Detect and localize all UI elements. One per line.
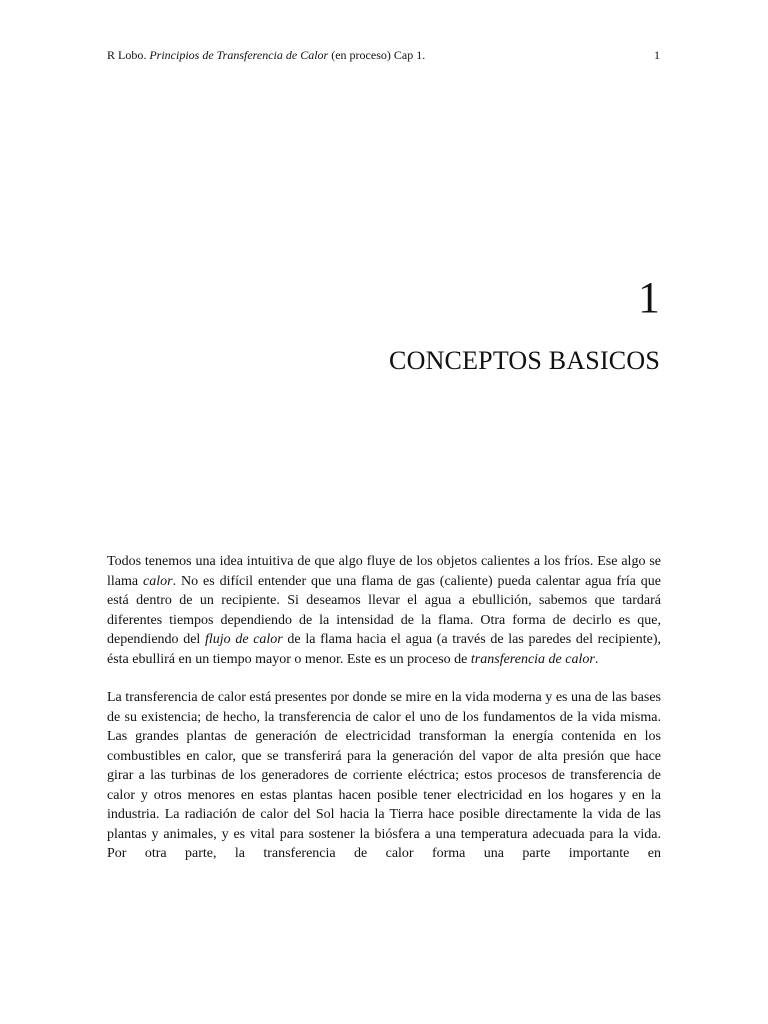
header-suffix: (en proceso) Cap 1. [328,48,426,62]
p1-term-calor: calor [143,573,173,589]
body-text [107,552,661,883]
p1-text-d: . [594,651,599,667]
p1-text-c: de la flama hacia el agua (a través de las paredes del recipiente), ésta ebullirá en un tiempo mayor o menor. Este es un proceso de [107,632,661,667]
p1-text-b: . No es difícil entender que una flama de gas (caliente) pueda calentar agua fría que está dentro de un recipiente. Si deseamos llevar el agua a ebullición, sabemos que tardará diferentes tiempos dependiendo de la intensidad de la flama. Otra forma de decirlo es que, dependiendo del [107,573,661,647]
chapter-title: CONCEPTOS BASICOS [389,346,660,375]
chapter-number: 1 [638,273,660,322]
running-header [107,47,660,63]
header-book-title: Principios de Transferencia de Calor [149,48,329,62]
header-author: R Lobo. [107,48,150,62]
paragraph-2: La transferencia de calor está presentes por donde se mire en la vida moderna y es una de las bases de su existencia; de hecho, la transferencia de calor el uno de los fundamentos de la vida misma. Las grandes plantas de generación de electricidad transforman la energía contenida en los combustibles en calor, que se transferirá para la generación del vapor de alta presión que hace girar a las turbinas de los generadores de corriente eléctrica; estos procesos de transferencia de calor y otros menores en estas plantas hacen posible tener electricidad en los hogares y en la industria. La radiación de calor del Sol hacia la Tierra hace posible directamente la vida de las plantas y animales, y es vital para sostener la biósfera a una temperatura adecuada para la vida. Por otra parte, la transferencia de calor forma una parte importante en [107,690,661,861]
p1-term-transferencia: transferencia de calor [470,651,595,667]
paragraph-1 [107,552,661,669]
page-number: 1 [654,48,660,62]
p1-text-a: Todos tenemos una idea intuitiva de que algo fluye de los objetos calientes a los fríos. Ese algo se llama [107,554,661,589]
p1-term-flujo: flujo de calor [204,632,283,647]
